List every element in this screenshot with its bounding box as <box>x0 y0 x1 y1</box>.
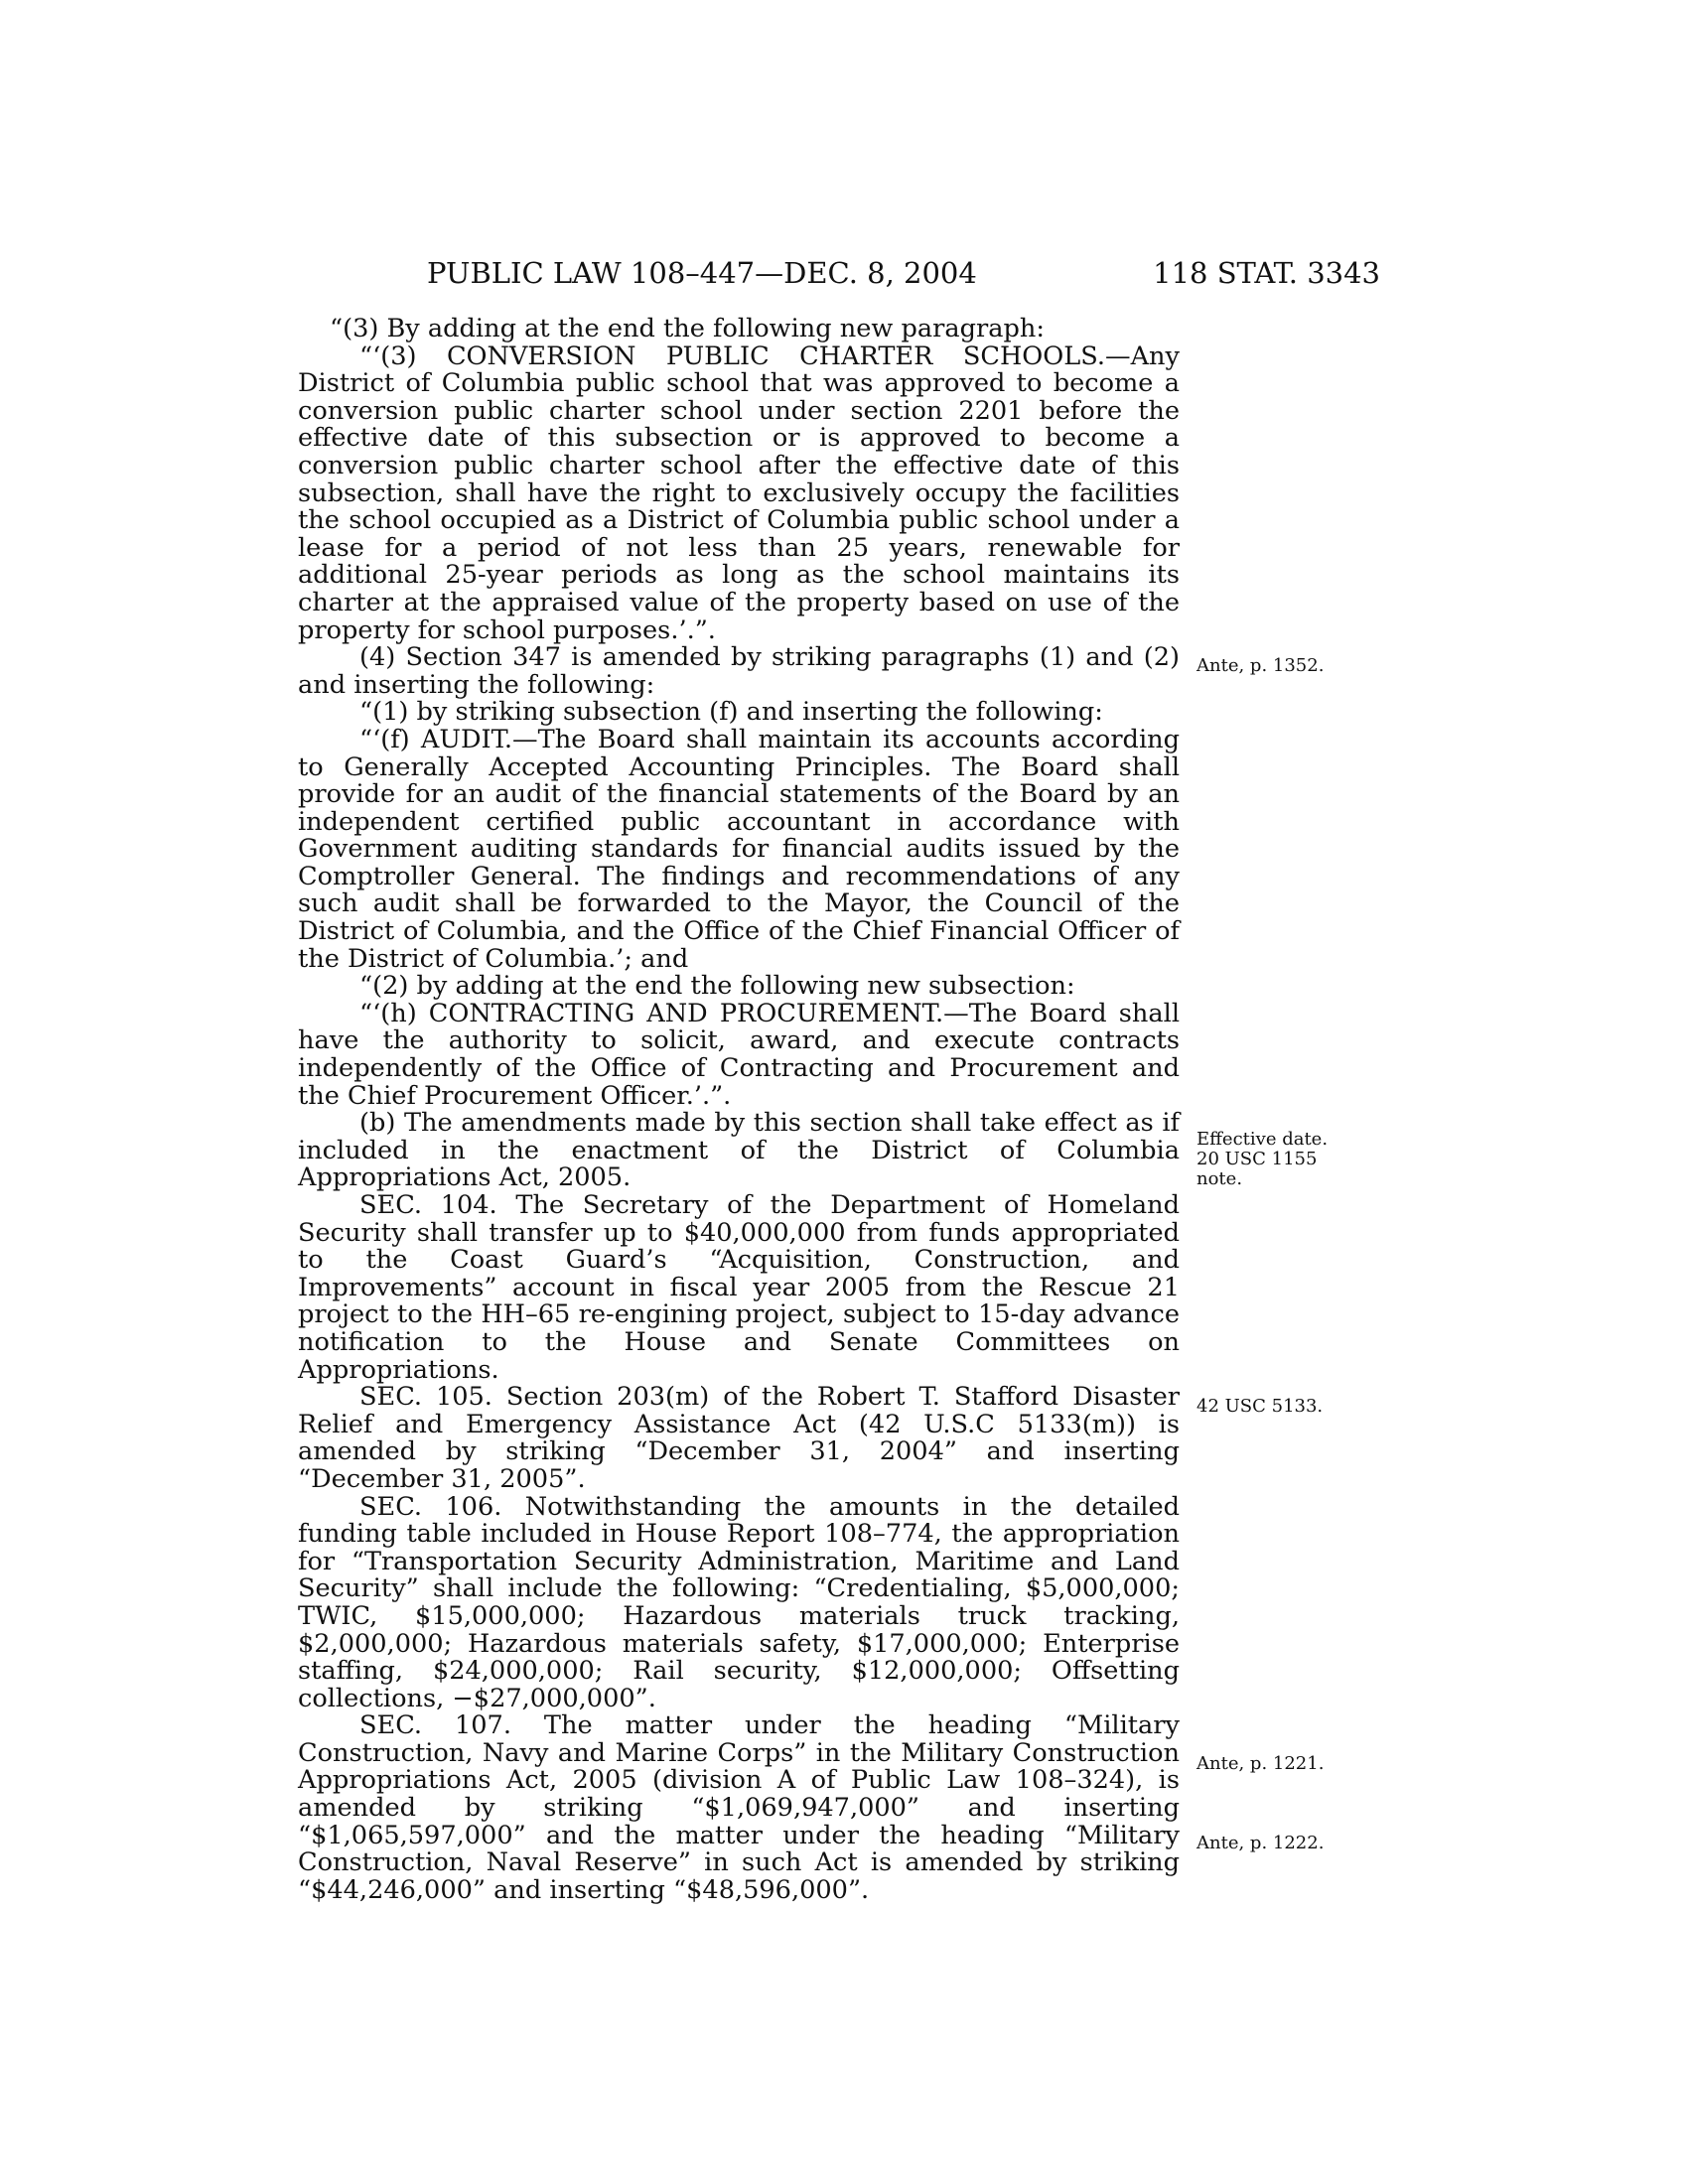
paragraph: SEC. 107. The matter under the heading “Military Construction, Navy and Marine Corps” in the Military Construction Appropriations Act, 2005 (division A of Public Law 108–324), is amended by striking “$1,069,947,000” and inserting “$1,065,597,000” and the matter under the heading “Military Construction, Naval Reserve” in such Act is amended by striking “$44,246,000” and inserting “$48,596,000”. <box>298 1710 1180 1905</box>
margin-note-usc-5133 <box>1196 1397 1323 1417</box>
document-body <box>298 316 1180 1904</box>
paragraph: SEC. 105. Section 203(m) of the Robert T. Stafford Disaster Relief and Emergency Assistance Act (42 U.S.C 5133(m)) is amended by striking “December 31, 2004” and inserting “December 31, 2005”. <box>298 1382 1180 1494</box>
page-header <box>298 253 1380 293</box>
paragraph: “(2) by adding at the end the following new subsection: <box>359 971 1075 1002</box>
paragraph: SEC. 106. Notwithstanding the amounts in the detailed funding table included in House Report 108–774, the appropriation for “Transportation Security Administration, Maritime and Land Security” shall include the following: “Credentialing, $5,000,000; TWIC, $15,000,000; Hazardous materials truck tracking, $2,000,000; Hazardous materials safety, $17,000,000; Enterprise staffing, $24,000,000; Rail security, $12,000,000; Offsetting collections, −$27,000,000”. <box>298 1491 1180 1713</box>
margin-note-text: Effective date. <box>1196 1129 1329 1150</box>
margin-note-text: note. <box>1196 1168 1243 1189</box>
margin-note-effective-date <box>1196 1130 1328 1150</box>
paragraph: SEC. 104. The Secretary of the Department of Homeland Security shall transfer up to $40,000,000 from funds appropriated to the Coast Guard’s “Acquisition, Construction, and Improvements” account in fiscal year 2005 from the Rescue 21 project to the HH–65 re-engining project, subject to 15-day advance notification to the House and Senate Committees on Appropriations. <box>298 1190 1180 1385</box>
margin-note-text: Ante, p. 1221. <box>1196 1753 1325 1774</box>
statute-page-number: 118 STAT. 3343 <box>1153 256 1380 290</box>
margin-note-usc-1155-note <box>1196 1169 1242 1189</box>
margin-note-ante-1352 <box>1196 656 1324 676</box>
paragraph: “‘(h) CONTRACTING AND PROCUREMENT.—The Board shall have the authority to solicit, award, and execute contracts independently of the Office of Contracting and Procurement and the Chief Procurement Officer.’.”. <box>298 998 1180 1111</box>
margin-note-text: 42 USC 5133. <box>1196 1396 1324 1417</box>
margin-note-usc-1155 <box>1196 1150 1317 1169</box>
margin-note-text: 20 USC 1155 <box>1196 1149 1318 1169</box>
paragraph: “(1) by striking subsection (f) and inserting the following: <box>359 697 1103 728</box>
margin-note-text: Ante, p. 1352. <box>1196 655 1325 676</box>
margin-note-ante-1221 <box>1196 1754 1324 1774</box>
margin-note-ante-1222 <box>1196 1834 1324 1853</box>
margin-note-text: Ante, p. 1222. <box>1196 1833 1325 1853</box>
running-head-title: PUBLIC LAW 108–447—DEC. 8, 2004 <box>427 256 977 290</box>
paragraph: “‘(f) AUDIT.—The Board shall maintain its accounts according to Generally Accepted Accounting Principles. The Board shall provide for an audit of the financial statements of the Board by an independent certified public accountant in accordance with Government auditing standards for financial audits issued by the Comptroller General. The findings and recommendations of any such audit shall be forwarded to the Mayor, the Council of the District of Columbia, and the Office of the Chief Financial Officer of the District of Columbia.’; and <box>298 724 1180 974</box>
paragraph: (b) The amendments made by this section shall take effect as if included in the enactment of the District of Columbia Appropriations Act, 2005. <box>298 1108 1180 1193</box>
paragraph: (4) Section 347 is amended by striking paragraphs (1) and (2) and inserting the following: <box>298 642 1180 700</box>
paragraph: “(3) By adding at the end the following new paragraph: <box>330 314 1045 343</box>
paragraph: “‘(3) CONVERSION PUBLIC CHARTER SCHOOLS.—Any District of Columbia public school that was approved to become a conversion public charter school under section 2201 before the effective date of this subsection or is approved to become a conversion public charter school after the effective date of this subsection, shall have the right to exclusively occupy the facilities the school occupied as a District of Columbia public school under a lease for a period of not less than 25 years, renewable for additional 25-year periods as long as the school maintains its charter at the appraised value of the property based on use of the property for school purposes.’.”. <box>298 341 1180 645</box>
